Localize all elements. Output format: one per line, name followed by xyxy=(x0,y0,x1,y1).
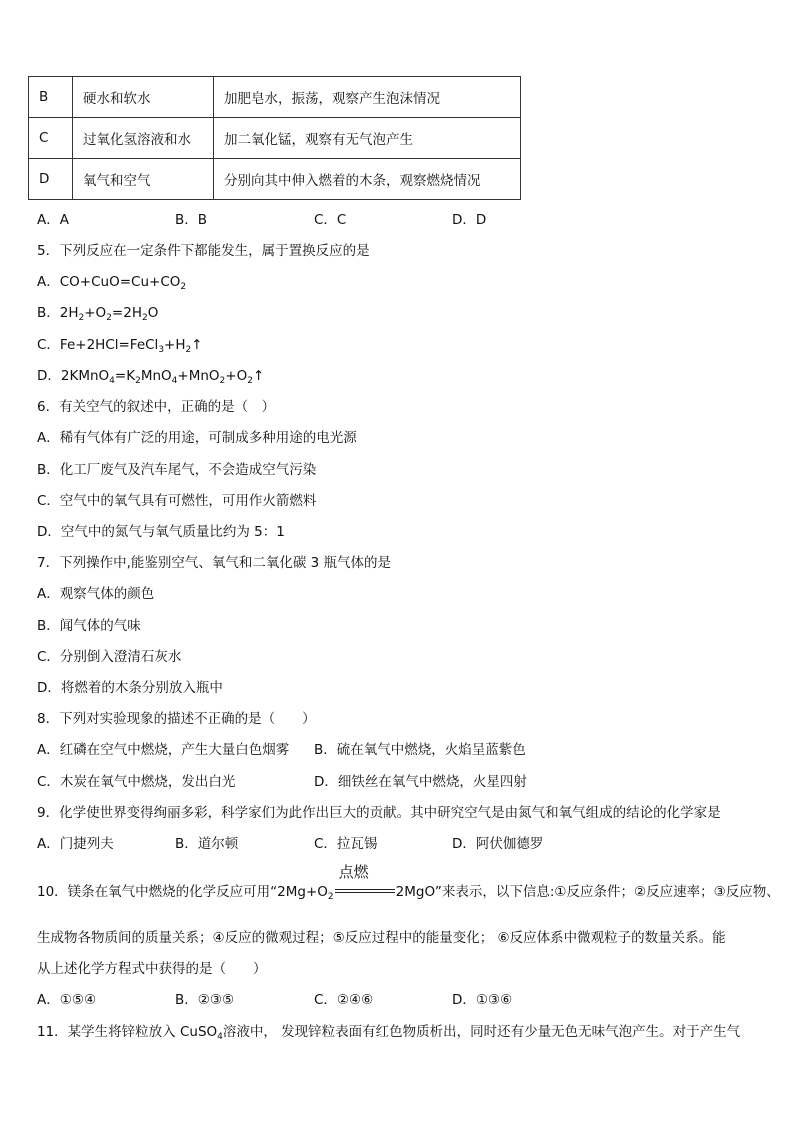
q9-option-c: C．拉瓦锡 xyxy=(314,836,378,852)
q10-option-a: A．①⑤④ xyxy=(37,992,97,1008)
q5-option-c: C．$Fe+2HCl=FeCl_3+H_2↑$ xyxy=(37,337,203,355)
row-label: B xyxy=(29,77,73,118)
q4-option-a: A．A xyxy=(37,212,69,228)
q10-stem: 10．镁条在氧气中燃烧的化学反应可用“$2Mg+O_2$ 点燃 2MgO”来表示，以下信息:①反应条件；②反应速率；③反应物、 xyxy=(37,863,780,902)
row-items: 过氧化氢溶液和水 xyxy=(73,118,214,159)
q4-option-b: B．B xyxy=(175,212,208,228)
q7-option-a: A．观察气体的颜色 xyxy=(37,586,155,602)
q5-stem: 5．下列反应在一定条件下都能发生，属于置换反应的是 xyxy=(37,243,370,259)
row-label: C xyxy=(29,118,73,159)
q7-option-b: B．闻气体的气味 xyxy=(37,618,141,634)
q7-stem: 7．下列操作中,能鉴别空气、氧气和二氧化碳 3 瓶气体的是 xyxy=(37,555,392,571)
options-table xyxy=(28,76,521,200)
q7-option-c: C．分别倒入澄清石灰水 xyxy=(37,649,182,665)
q8-option-c: C．木炭在氧气中燃烧，发出白光 xyxy=(37,774,236,790)
table-row xyxy=(29,118,521,159)
q5-option-b: B．$2H_2+O_2=2H_2O$ xyxy=(37,305,159,323)
reaction-condition: 点燃 xyxy=(335,885,395,899)
q9-option-a: A．门捷列夫 xyxy=(37,836,114,852)
q8-stem: 8．下列对实验现象的描述不正确的是（ ） xyxy=(37,711,316,727)
table-row xyxy=(29,77,521,118)
q10-stem-line3: 从上述化学方程式中获得的是（ ） xyxy=(37,961,267,977)
row-method: 加肥皂水，振荡，观察产生泡沫情况 xyxy=(214,77,521,118)
row-items: 硬水和软水 xyxy=(73,77,214,118)
q8-option-d: D．细铁丝在氧气中燃烧，火星四射 xyxy=(314,774,527,790)
q4-option-d: D．D xyxy=(452,212,487,228)
q8-option-a: A．红磷在空气中燃烧，产生大量白色烟雾 xyxy=(37,742,290,758)
q7-option-d: D．将燃着的木条分别放入瓶中 xyxy=(37,680,223,696)
q10-option-c: C．②④⑥ xyxy=(314,992,374,1008)
q9-option-d: D．阿伏伽德罗 xyxy=(452,836,544,852)
row-method: 加二氧化锰，观察有无气泡产生 xyxy=(214,118,521,159)
q6-option-d: D．空气中的氮气与氧气质量比约为 5：1 xyxy=(37,524,285,540)
row-label: D xyxy=(29,159,73,200)
q9-stem: 9．化学使世界变得绚丽多彩，科学家们为此作出巨大的贡献。其中研究空气是由氮气和氧气组成的结论的化学家是 xyxy=(37,805,721,821)
q10-option-b: B．②③⑤ xyxy=(175,992,235,1008)
q6-stem: 6．有关空气的叙述中，正确的是（ ） xyxy=(37,399,276,415)
row-items: 氧气和空气 xyxy=(73,159,214,200)
q6-option-b: B．化工厂废气及汽车尾气，不会造成空气污染 xyxy=(37,462,317,478)
table-row xyxy=(29,159,521,200)
q11-stem: 11．某学生将锌粒放入 CuSO$_4$溶液中， 发现锌粒表面有红色物质析出，同时还有少量无色无味气泡产生。对于产生气 xyxy=(37,1024,741,1042)
q6-option-a: A．稀有气体有广泛的用途，可制成多种用途的电光源 xyxy=(37,430,357,446)
q5-option-d: D．$2KMnO_4=K_2MnO_4+MnO_2+O_2↑$ xyxy=(37,368,265,386)
q4-option-c: C．C xyxy=(314,212,347,228)
q8-option-b: B．硫在氧气中燃烧，火焰呈蓝紫色 xyxy=(314,742,526,758)
q6-option-c: C．空气中的氧气具有可燃性，可用作火箭燃料 xyxy=(37,493,317,509)
row-method: 分别向其中伸入燃着的木条，观察燃烧情况 xyxy=(214,159,521,200)
q5-option-a: A．$CO+CuO=Cu+CO_2$ xyxy=(37,274,187,292)
q10-option-d: D．①③⑥ xyxy=(452,992,513,1008)
q10-stem-line2: 生成物各物质间的质量关系；④反应的微观过程；⑤反应过程中的能量变化； ⑥反应体系中微观粒子的数量关系。能 xyxy=(37,930,726,946)
q9-option-b: B．道尔顿 xyxy=(175,836,239,852)
